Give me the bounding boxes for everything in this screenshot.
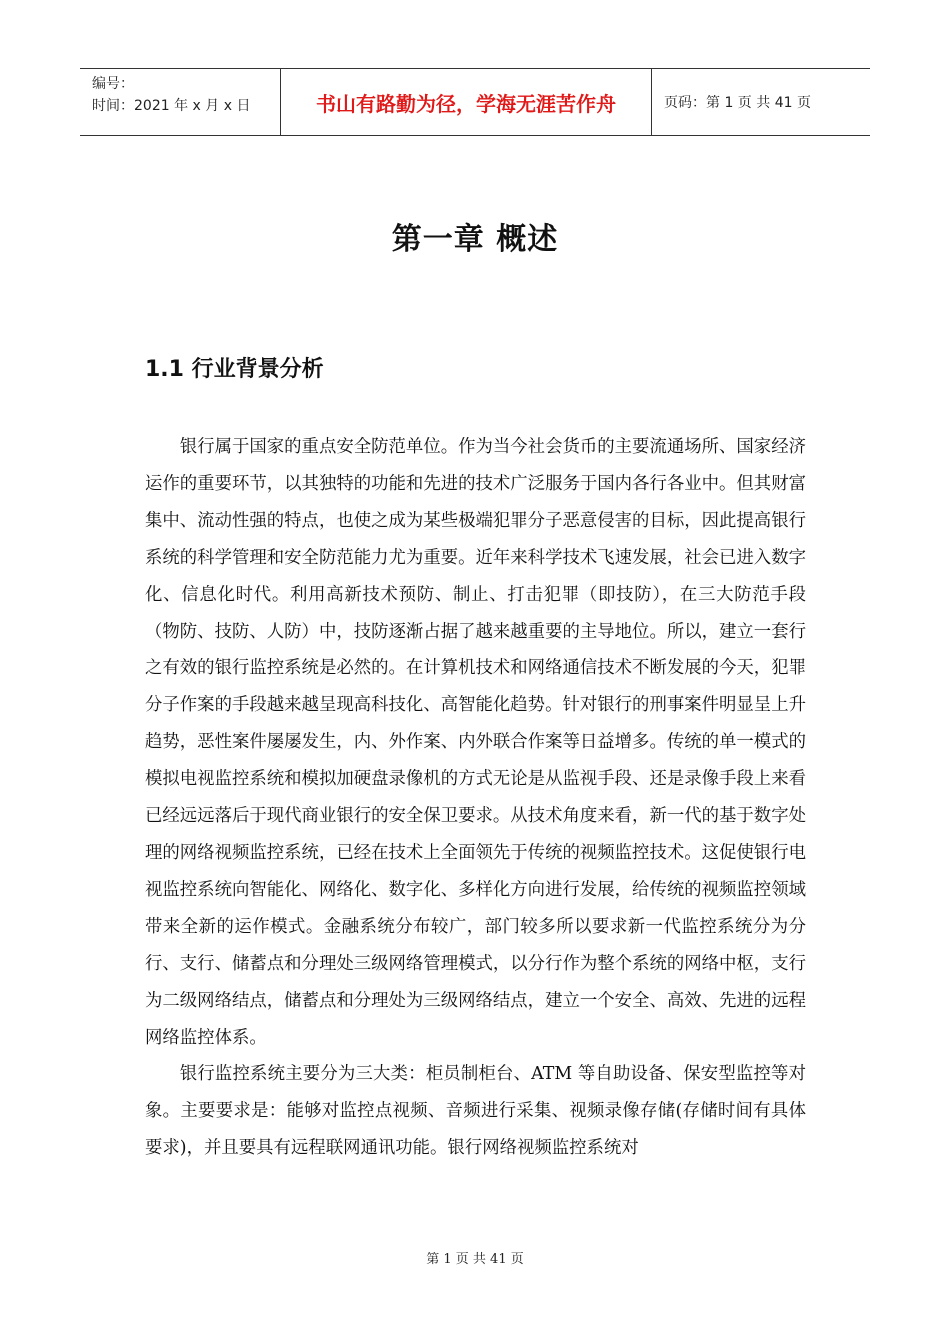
serial-label: 编号： [92, 76, 134, 92]
page-header [80, 68, 870, 136]
paragraph: 银行监控系统主要分为三大类：柜员制柜台、ATM 等自助设备、保安型监控等对象。主要要求是：能够对监控点视频、音频进行采集、视频录像存储(存储时间有具体要求)，并且要具有远程联网通讯功能。银行网络视频监控系统对 [145, 1064, 806, 1159]
page-footer: 第 1 页 共 41 页 [426, 1252, 524, 1267]
header-meta-cell [80, 69, 281, 135]
body-text [145, 429, 806, 1167]
header-motto: 书山有路勤为径，学海无涯苦作舟 [281, 69, 652, 135]
date-label: 时间：2021 年 x 月 x 日 [92, 98, 251, 114]
section-title: 1.1 行业背景分析 [145, 357, 324, 382]
header-page-info: 页码：第 1 页 共 41 页 [664, 95, 811, 111]
chapter-title: 第一章 概述 [391, 222, 559, 257]
paragraph: 银行属于国家的重点安全防范单位。作为当今社会货币的主要流通场所、国家经济运作的重要环节，以其独特的功能和先进的技术广泛服务于国内各行各业中。但其财富集中、流动性强的特点，也使之成为某些极端犯罪分子恶意侵害的目标，因此提高银行系统的科学管理和安全防范能力尤为重要。近年来科学技术飞速发展，社会已进入数字化、信息化时代。利用高新技术预防、制止、打击犯罪（即技防），在三大防范手段（物防、技防、人防）中，技防逐渐占据了越来越重要的主导地位。所以，建立一套行之有效的银行监控系统是必然的。在计算机技术和网络通信技术不断发展的今天，犯罪分子作案的手段越来越呈现高科技化、高智能化趋势。针对银行的刑事案件明显呈上升趋势，恶性案件屡屡发生，内、外作案、内外联合作案等日益增多。传统的单一模式的模拟电视监控系统和模拟加硬盘录像机的方式无论是从监视手段、还是录像手段上来看已经远远落后于现代商业银行的安全保卫要求。从技术角度来看，新一代的基于数字处理的网络视频监控系统，已经在技术上全面领先于传统的视频监控技术。这促使银行电视监控系统向智能化、网络化、数字化、多样化方向进行发展，给传统的视频监控领域带来全新的运作模式。金融系统分布较广，部门较多所以要求新一代监控系统分为分行、支行、储蓄点和分理处三级网络管理模式，以分行作为整个系统的网络中枢，支行为二级网络结点，储蓄点和分理处为三级网络结点，建立一个安全、高效、先进的远程网络监控体系。 [145, 437, 806, 1048]
